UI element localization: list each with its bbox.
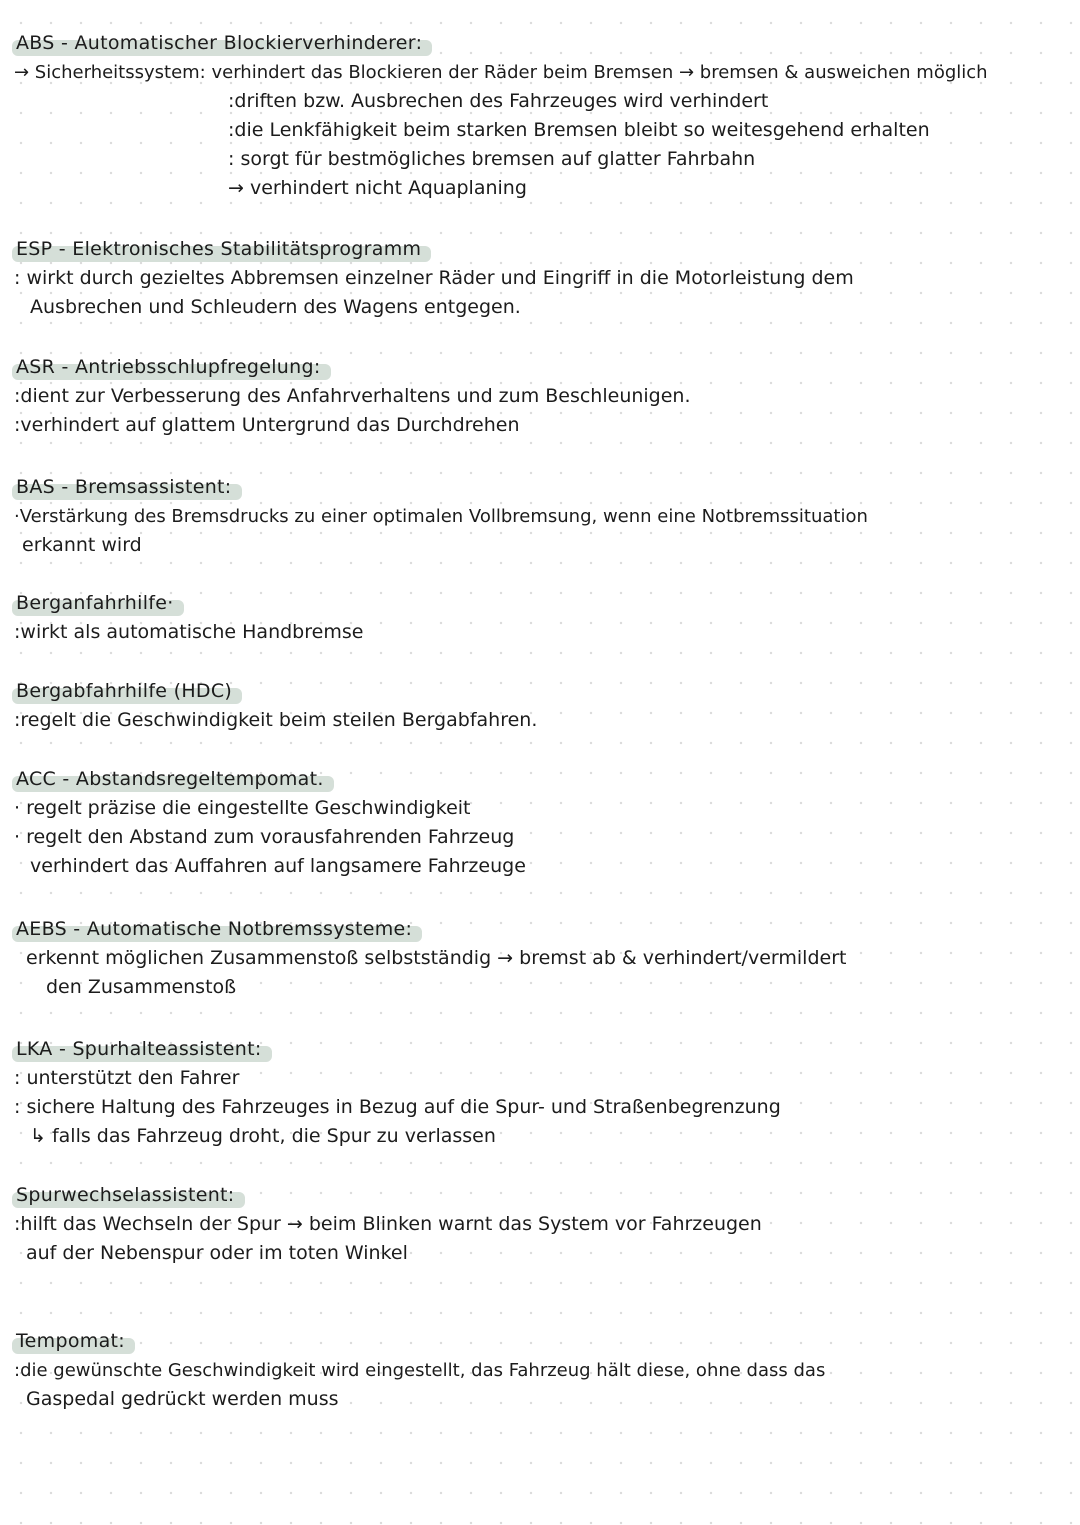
bas-heading: BAS - Bremsassistent: bbox=[14, 476, 238, 498]
section-asr bbox=[14, 356, 1064, 440]
bas-line: ·Verstärkung des Bremsdrucks zu einer optimalen Vollbremsung, wenn eine Notbremssituation bbox=[14, 506, 868, 527]
abs-heading: ABS - Automatischer Blockierverhinderer: bbox=[14, 32, 428, 54]
asr-line: :verhindert auf glattem Untergrund das Durchdrehen bbox=[14, 414, 520, 436]
aebs-heading: AEBS - Automatische Notbremssysteme: bbox=[14, 918, 418, 940]
section-abs bbox=[14, 32, 1064, 203]
berganfahrhilfe-heading: Berganfahrhilfe· bbox=[14, 592, 180, 614]
abs-point: :die Lenkfähigkeit beim starken Bremsen bleibt so weitesgehend erhalten bbox=[228, 119, 930, 141]
section-tempomat bbox=[14, 1330, 1064, 1414]
section-berganfahrhilfe bbox=[14, 592, 1064, 647]
tempomat-line: Gaspedal gedrückt werden muss bbox=[26, 1388, 339, 1410]
spurwechsel-heading: Spurwechselassistent: bbox=[14, 1184, 241, 1206]
asr-line: :dient zur Verbesserung des Anfahrverhaltens und zum Beschleunigen. bbox=[14, 385, 691, 407]
aebs-line: erkennt möglichen Zusammenstoß selbstständig → bremst ab & verhindert/vermildert bbox=[26, 947, 847, 969]
berganfahrhilfe-line: :wirkt als automatische Handbremse bbox=[14, 621, 364, 643]
tempomat-heading: Tempomat: bbox=[14, 1330, 131, 1352]
acc-line: · regelt präzise die eingestellte Geschwindigkeit bbox=[14, 797, 471, 819]
spurwechsel-line: auf der Nebenspur oder im toten Winkel bbox=[26, 1242, 408, 1264]
tempomat-line: :die gewünschte Geschwindigkeit wird eingestellt, das Fahrzeug hält diese, ohne dass das bbox=[14, 1360, 826, 1381]
asr-heading: ASR - Antriebsschlupfregelung: bbox=[14, 356, 327, 378]
section-lka bbox=[14, 1038, 1064, 1151]
abs-intro: → Sicherheitssystem: verhindert das Blockieren der Räder beim Bremsen → bremsen & ausweichen möglich bbox=[14, 62, 988, 83]
esp-heading: ESP - Elektronisches Stabilitätsprogramm bbox=[14, 238, 427, 260]
section-esp bbox=[14, 238, 1064, 322]
spurwechsel-line: :hilft das Wechseln der Spur → beim Blinken warnt das System vor Fahrzeugen bbox=[14, 1213, 762, 1235]
section-bergabfahrhilfe bbox=[14, 680, 1064, 735]
acc-line: · regelt den Abstand zum vorausfahrenden Fahrzeug bbox=[14, 826, 515, 848]
section-acc bbox=[14, 768, 1064, 881]
bas-line: erkannt wird bbox=[22, 534, 142, 556]
bergabfahrhilfe-line: :regelt die Geschwindigkeit beim steilen Bergabfahren. bbox=[14, 709, 538, 731]
bergabfahrhilfe-heading: Bergabfahrhilfe (HDC) bbox=[14, 680, 238, 702]
section-bas bbox=[14, 476, 1064, 560]
acc-line: verhindert das Auffahren auf langsamere Fahrzeuge bbox=[30, 855, 526, 877]
lka-line: : sichere Haltung des Fahrzeuges in Bezug auf die Spur- und Straßenbegrenzung bbox=[14, 1096, 781, 1118]
aebs-line: den Zusammenstoß bbox=[46, 976, 237, 998]
abs-point: : sorgt für bestmögliches bremsen auf glatter Fahrbahn bbox=[228, 148, 756, 170]
section-aebs bbox=[14, 918, 1064, 1002]
esp-line: Ausbrechen und Schleudern des Wagens entgegen. bbox=[30, 296, 521, 318]
abs-point: :driften bzw. Ausbrechen des Fahrzeuges wird verhindert bbox=[228, 90, 769, 112]
acc-heading: ACC - Abstandsregeltempomat. bbox=[14, 768, 330, 790]
section-spurwechsel bbox=[14, 1184, 1064, 1268]
lka-heading: LKA - Spurhalteassistent: bbox=[14, 1038, 268, 1060]
lka-line: : unterstützt den Fahrer bbox=[14, 1067, 240, 1089]
lka-line: ↳ falls das Fahrzeug droht, die Spur zu verlassen bbox=[30, 1125, 496, 1147]
esp-line: : wirkt durch gezieltes Abbremsen einzelner Räder und Eingriff in die Motorleistung dem bbox=[14, 267, 854, 289]
abs-point: → verhindert nicht Aquaplaning bbox=[228, 177, 527, 199]
